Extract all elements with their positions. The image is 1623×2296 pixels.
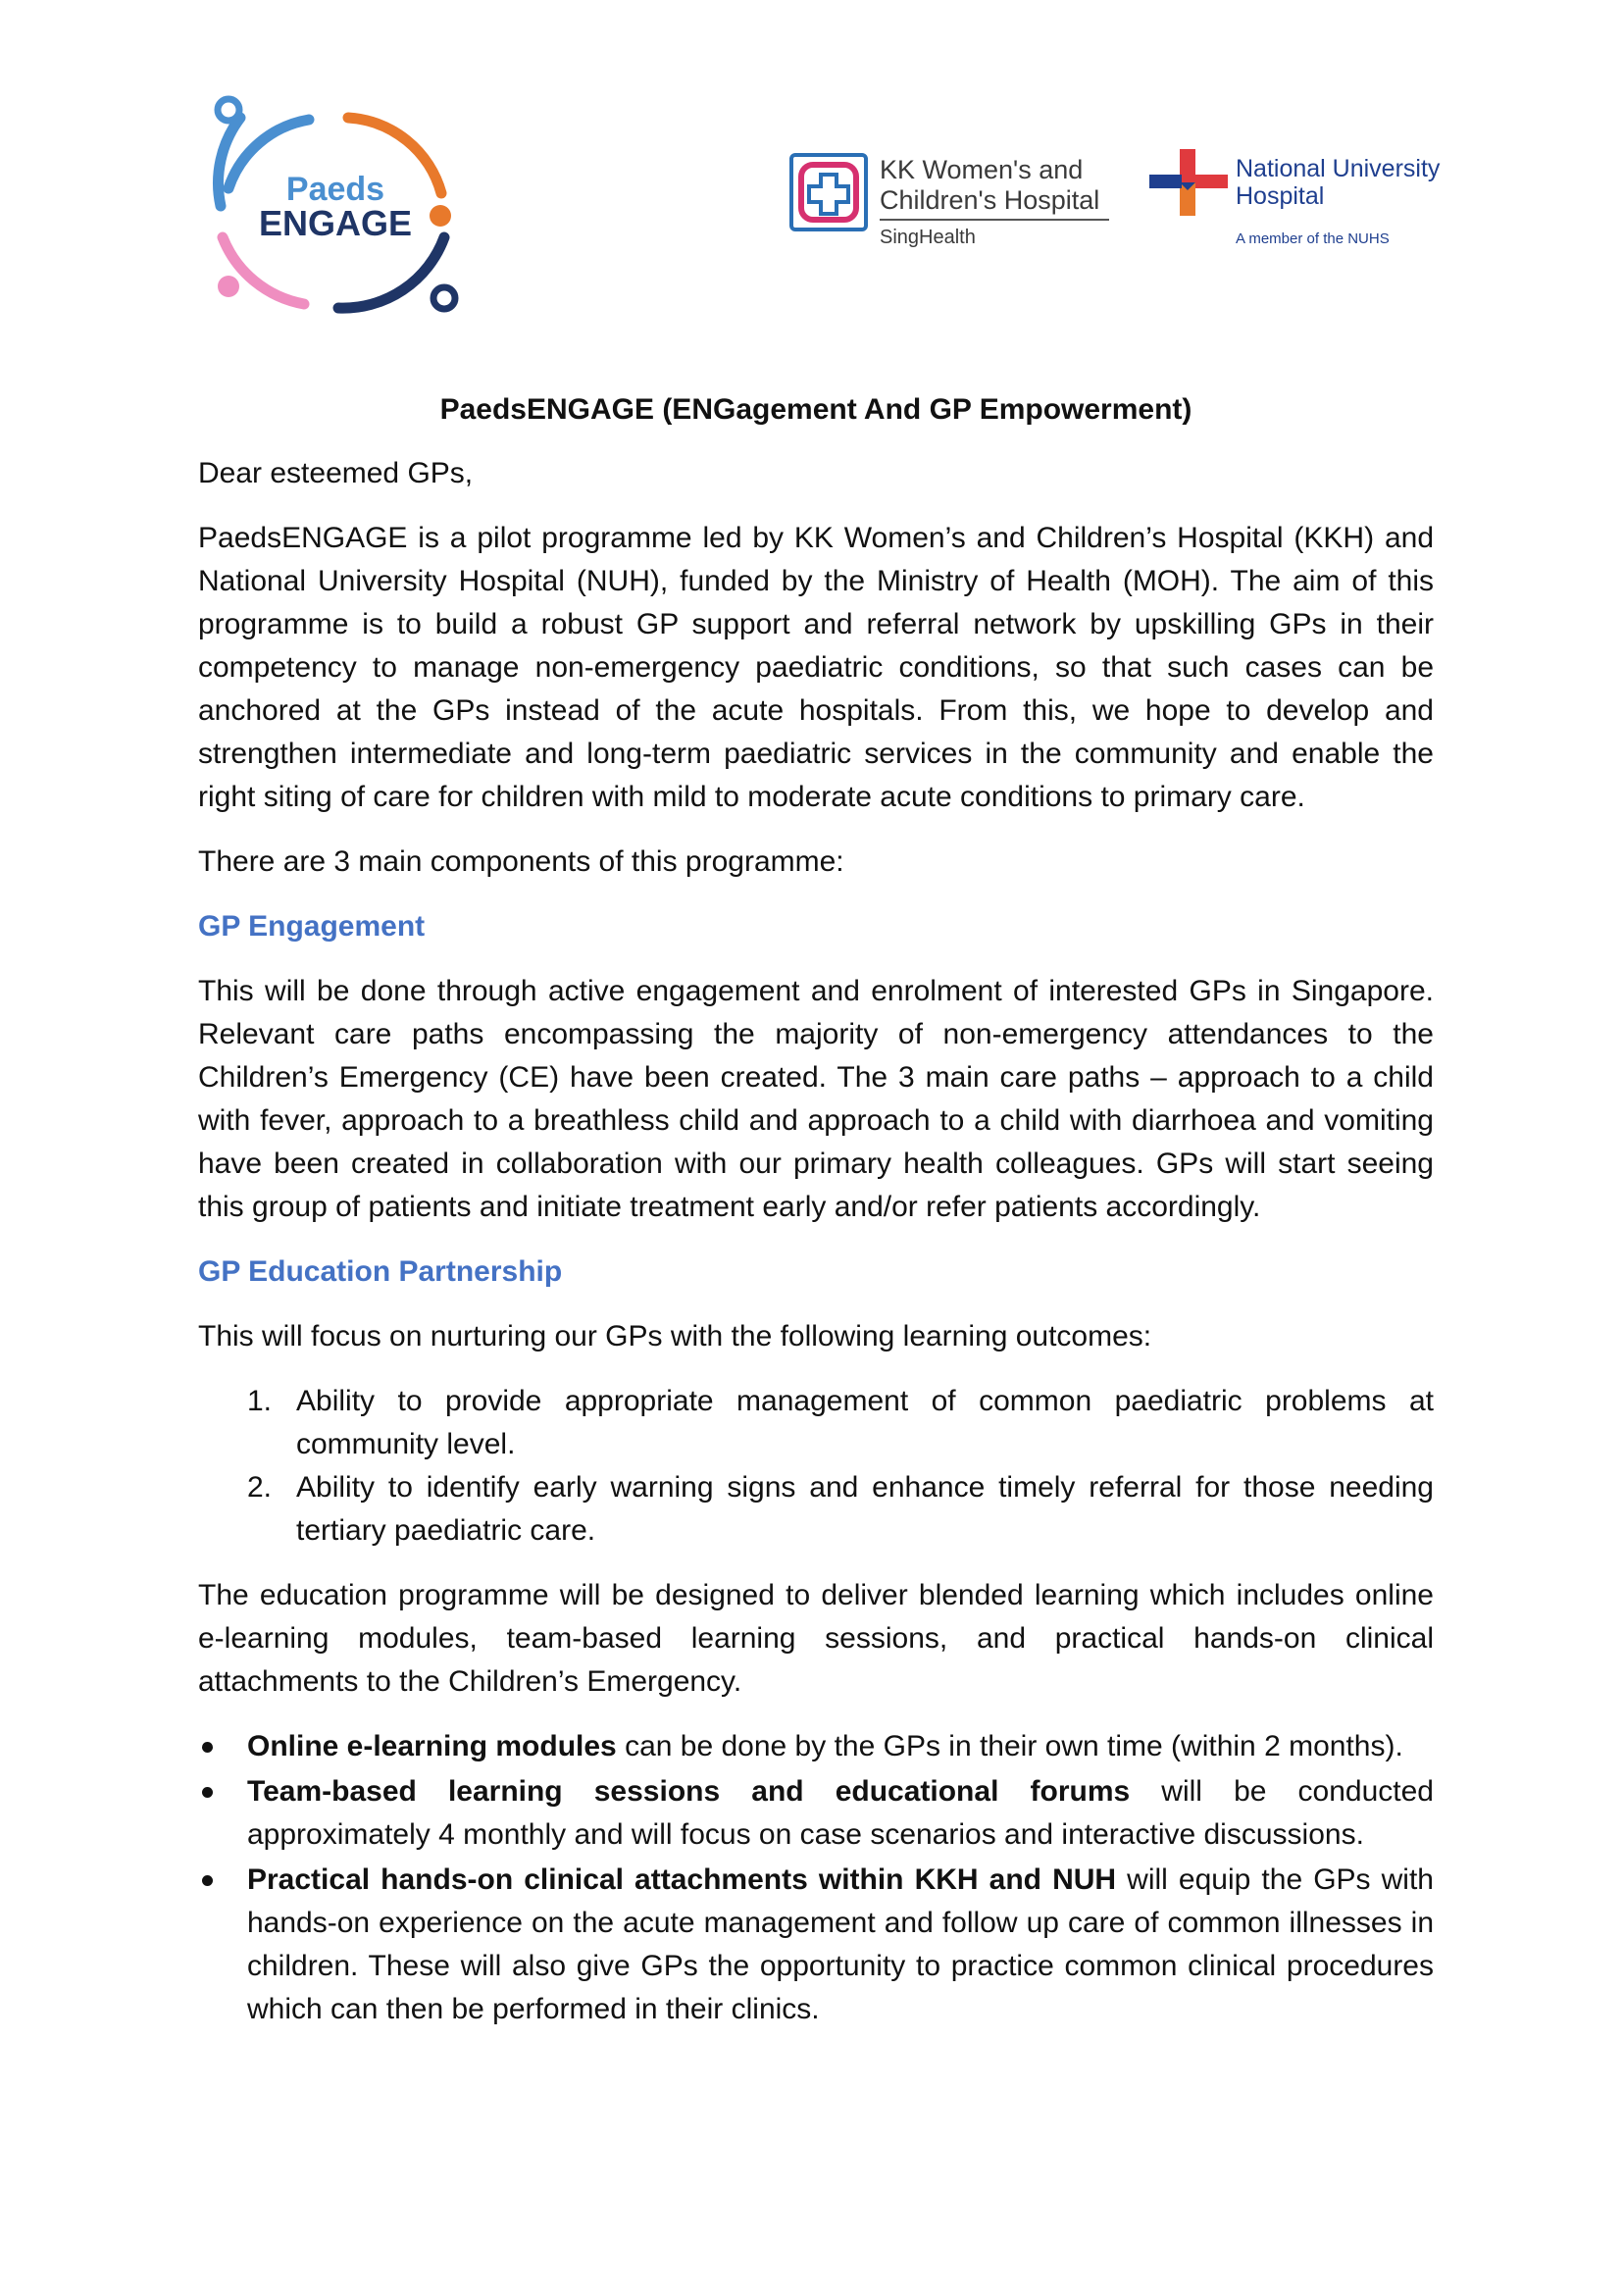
list-item-text: Ability to provide appropriate management of common paediatric problems at community level. bbox=[296, 1385, 1434, 1460]
intro-paragraph: PaedsENGAGE is a pilot programme led by KK Women’s and Children’s Hospital (KKH) and National University Hospital (NUH), funded by the Ministry of Health (MOH). The aim of this programme is to build a robust GP support and referral network by upskilling GPs in their competency to manage non-emergency paediatric conditions, so that such cases can be anchored at the GPs instead of the acute hospitals. From this, we hope to develop and strengthen intermediate and long-term paediatric services in the community and enable the right siting of care for children with mild to moderate acute conditions to primary care. bbox=[198, 522, 1434, 813]
kkh-logo bbox=[789, 147, 1113, 255]
logo-orange-dot bbox=[430, 205, 451, 227]
bullet-text: will be conducted approximately 4 monthly and will focus on case scenarios and interactive discussions. bbox=[247, 1775, 1434, 1851]
bullet-icon bbox=[202, 1875, 213, 1886]
bullet-text: will equip the GPs with hands-on experience on the acute management and follow up care of common illnesses in children. These will also give GPs the opportunity to practice common clinical procedures which can then be performed in their clinics. bbox=[247, 1863, 1434, 2025]
list-item bbox=[198, 1380, 1434, 1466]
section-heading-gp-education: GP Education Partnership bbox=[198, 1255, 563, 1288]
list-item-text: Ability to identify early warning signs and enhance timely referral for those needing tertiary paediatric care. bbox=[296, 1471, 1434, 1547]
logo-text-paeds: Paeds bbox=[285, 171, 385, 208]
logo-navy-dot bbox=[433, 287, 455, 309]
document-body bbox=[198, 388, 1434, 2033]
list-item-number: 1. bbox=[247, 1385, 273, 1417]
bullet-bold-text: Team-based learning sessions and educational forums bbox=[247, 1775, 1131, 1808]
list-item bbox=[198, 1770, 1434, 1857]
learning-outcomes-list bbox=[198, 1380, 1434, 1553]
nuh-member-text: A member of the NUHS bbox=[1236, 230, 1390, 247]
list-item bbox=[198, 1725, 1434, 1768]
bullet-bold-text: Online e-learning modules bbox=[247, 1730, 617, 1762]
logo-navy-arc bbox=[338, 237, 444, 308]
bullet-bold-text: Practical hands-on clinical attachments within KKH and NUH bbox=[247, 1863, 1117, 1896]
section-heading-gp-engagement: GP Engagement bbox=[198, 910, 426, 943]
logo-pink-dot bbox=[218, 276, 239, 297]
gp-engagement-paragraph: This will be done through active engagement and enrolment of interested GPs in Singapore. Relevant care paths encompassing the majority of non-emergency attendances to the Children’s Emergency (CE) have been created. The 3 main care paths – approach to a child with fever, approach to a breathless child and approach to a child with diarrhoea and vomiting have been created in collaboration with our primary health colleagues. GPs will start seeing this group of patients and initiate treatment early and/or refer patients accordingly. bbox=[198, 975, 1434, 1223]
nuh-name-line1: National University bbox=[1236, 155, 1441, 182]
bullet-icon bbox=[202, 1742, 213, 1753]
document-title: PaedsENGAGE (ENGagement And GP Empowerment) bbox=[439, 393, 1192, 426]
components-intro: There are 3 main components of this programme: bbox=[198, 845, 844, 878]
programme-bullet-list bbox=[198, 1725, 1434, 2031]
greeting: Dear esteemed GPs, bbox=[198, 457, 474, 489]
paeds-engage-logo bbox=[201, 90, 471, 326]
kkh-singhealth: SingHealth bbox=[880, 227, 976, 248]
nuh-logo bbox=[1147, 145, 1461, 258]
kkh-cross-icon bbox=[809, 175, 848, 214]
list-item bbox=[198, 1466, 1434, 1553]
list-item bbox=[198, 1859, 1434, 2031]
gp-education-intro: This will focus on nurturing our GPs with the following learning outcomes: bbox=[198, 1320, 1152, 1352]
education-programme-paragraph: The education programme will be designed to deliver blended learning which includes online e-learning modules, team-based learning sessions, and practical hands-on clinical attachments to the Children’s Emergency. bbox=[198, 1579, 1434, 1698]
list-item-number: 2. bbox=[247, 1471, 273, 1504]
kkh-name-line2: Children's Hospital bbox=[880, 185, 1100, 215]
bullet-icon bbox=[202, 1787, 213, 1798]
bullet-text: can be done by the GPs in their own time (within 2 months). bbox=[616, 1730, 1403, 1762]
logo-text-engage: ENGAGE bbox=[258, 203, 413, 243]
nuh-cross-icon bbox=[1149, 149, 1228, 216]
nuh-name-line2: Hospital bbox=[1236, 182, 1325, 210]
kkh-name-line1: KK Women's and bbox=[880, 155, 1084, 184]
